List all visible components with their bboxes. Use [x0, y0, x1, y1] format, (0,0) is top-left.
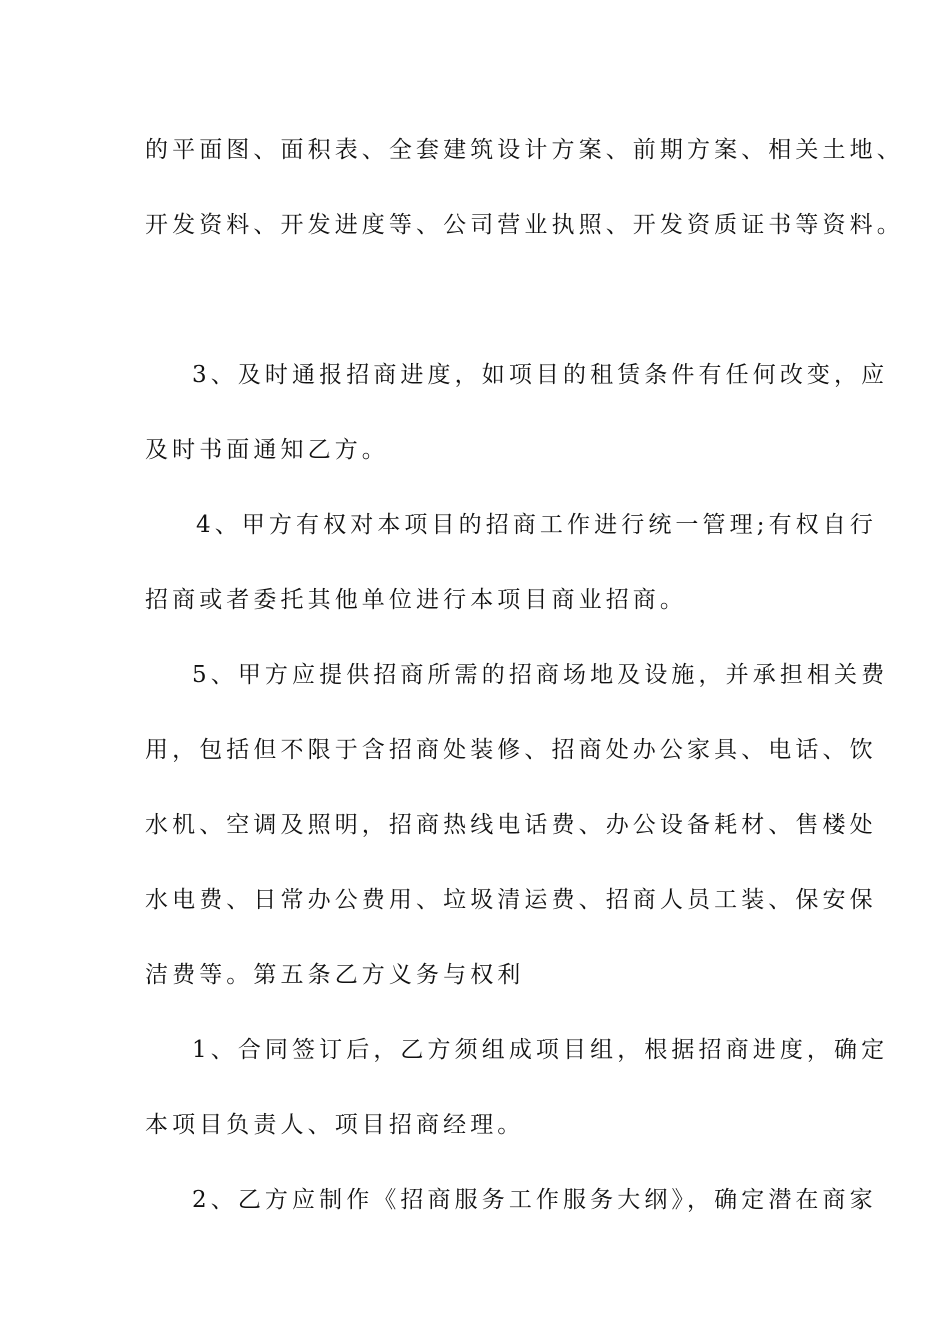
text-line: 开发资料、开发进度等、公司营业执照、开发资质证书等资料。	[145, 212, 904, 238]
text-line: 用，包括但不限于含招商处装修、招商处办公家具、电话、饮	[145, 737, 877, 763]
text-line: 及时书面通知乙方。	[145, 437, 389, 463]
paragraph-3-start: 3、及时通报招商进度，如项目的租赁条件有任何改变，应	[192, 362, 889, 388]
text-line: 的平面图、面积表、全套建筑设计方案、前期方案、相关土地、	[145, 137, 904, 163]
paragraph-4-start: 4、甲方有权对本项目的招商工作进行统一管理;有权自行	[196, 512, 877, 538]
text-line: 水机、空调及照明，招商热线电话费、办公设备耗材、售楼处	[145, 812, 877, 838]
text-line: 本项目负责人、项目招商经理。	[145, 1112, 525, 1138]
text-line: 洁费等。第五条乙方义务与权利	[145, 962, 525, 988]
paragraph-2-start: 2、乙方应制作《招商服务工作服务大纲》，确定潜在商家	[192, 1187, 877, 1213]
text-line: 水电费、日常办公费用、垃圾清运费、招商人员工装、保安保	[145, 887, 877, 913]
paragraph-1-start: 1、合同签订后，乙方须组成项目组，根据招商进度，确定	[192, 1037, 889, 1063]
paragraph-5-start: 5、甲方应提供招商所需的招商场地及设施，并承担相关费	[192, 662, 889, 688]
text-line: 招商或者委托其他单位进行本项目商业招商。	[145, 587, 687, 613]
